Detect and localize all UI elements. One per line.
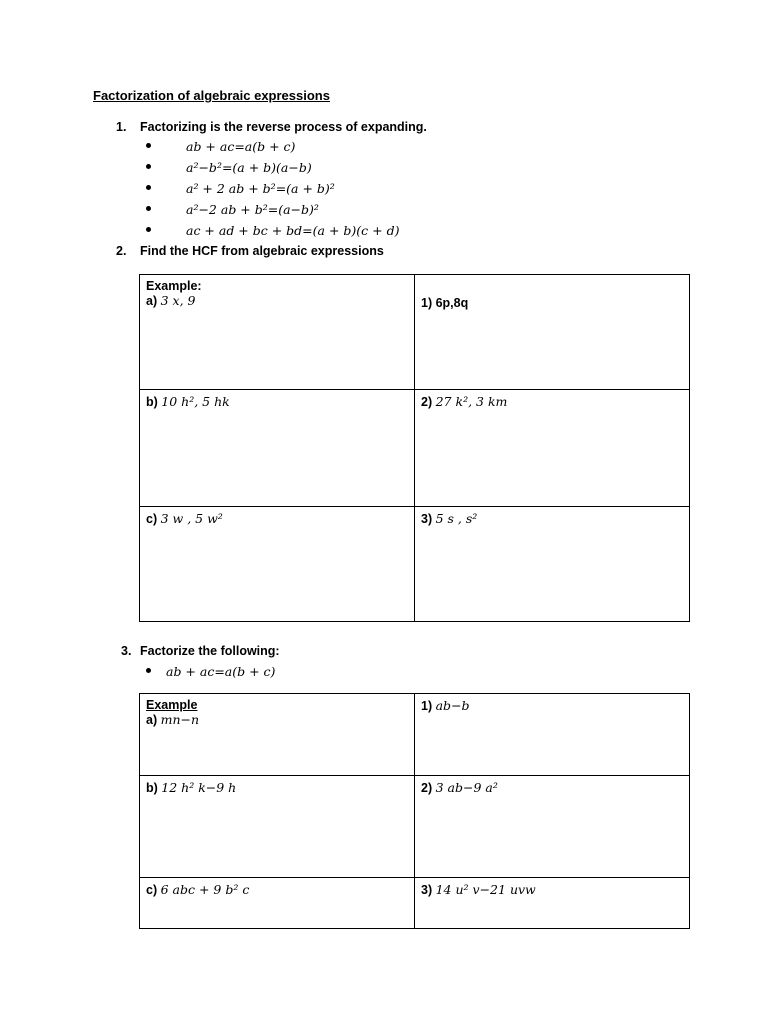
bullet-item [146, 664, 546, 682]
table-cell [415, 390, 690, 507]
bullet-dot [146, 164, 151, 169]
bullet-dot [146, 143, 151, 148]
table-row [140, 507, 690, 622]
section-2-heading [116, 244, 384, 258]
item-label: 2) [421, 395, 433, 409]
identity-expression: a²−b²=(a + b)(a−b) [186, 160, 312, 175]
table-cell [140, 776, 415, 878]
table-cell [415, 507, 690, 622]
item-label: b) [146, 395, 158, 409]
example-label: Example: [146, 279, 202, 293]
item-label: 3) [421, 512, 433, 526]
table-cell [415, 694, 690, 776]
document-title: Factorization of algebraic expressions [93, 88, 330, 103]
section-2-text: Find the HCF from algebraic expressions [140, 244, 384, 258]
table-cell [415, 878, 690, 929]
item-label: 1) [421, 699, 433, 713]
item-label: b) [146, 781, 158, 795]
item-expression: 5 s , s² [435, 511, 478, 526]
section-3-number: 3. [121, 644, 132, 658]
item-label: a) [146, 294, 158, 308]
section-3-text: Factorize the following: [140, 644, 280, 658]
item-expression: 12 h² k−9 h [161, 780, 237, 795]
table-cell [140, 507, 415, 622]
table-row [140, 694, 690, 776]
section-1-heading [116, 120, 427, 134]
table-cell [415, 776, 690, 878]
identity-expression: a² + 2 ab + b²=(a + b)² [186, 181, 335, 196]
identity-expression: ac + ad + bc + bd=(a + b)(c + d) [186, 223, 400, 238]
table-cell [140, 694, 415, 776]
table-row [140, 390, 690, 507]
factorize-table [139, 693, 690, 929]
table-cell [140, 878, 415, 929]
item-expression: 3 ab−9 a² [435, 780, 498, 795]
item-expression: 6 abc + 9 b² c [160, 882, 250, 897]
identity-expression: ab + ac=a(b + c) [186, 139, 296, 154]
table-row [140, 776, 690, 878]
table-row [140, 275, 690, 390]
item-label: a) [146, 713, 158, 727]
item-expression: 10 h², 5 hk [161, 394, 230, 409]
section-2-number: 2. [116, 244, 127, 258]
item-label: 3) [421, 883, 433, 897]
bullet-item [146, 202, 546, 220]
bullet-dot [146, 185, 151, 190]
bullet-dot [146, 206, 151, 211]
item-expression: 14 u² v−21 uvw [435, 882, 536, 897]
item-label: 2) [421, 781, 433, 795]
item-expression: ab−b [435, 698, 470, 713]
section-1-text: Factorizing is the reverse process of expanding. [140, 120, 427, 134]
item-expression: mn−n [160, 712, 200, 727]
bullet-item [146, 139, 546, 157]
item-label: c) [146, 883, 158, 897]
bullet-item [146, 160, 546, 178]
bullet-item [146, 223, 546, 241]
example-label: Example [146, 698, 198, 712]
item-label: 1) 6p,8q [421, 296, 469, 310]
bullet-dot [146, 227, 151, 232]
item-label: c) [146, 512, 158, 526]
identity-expression: ab + ac=a(b + c) [166, 664, 276, 679]
item-expression: 27 k², 3 km [435, 394, 508, 409]
item-expression: 3 x, 9 [160, 293, 196, 308]
hcf-table [139, 274, 690, 622]
item-expression: 3 w , 5 w² [160, 511, 223, 526]
bullet-dot [146, 668, 151, 673]
identity-expression: a²−2 ab + b²=(a−b)² [186, 202, 319, 217]
table-row [140, 878, 690, 929]
section-1-number: 1. [116, 120, 127, 134]
table-cell [415, 275, 690, 390]
table-cell [140, 275, 415, 390]
table-cell [140, 390, 415, 507]
section-3-heading [121, 644, 280, 658]
bullet-item [146, 181, 546, 199]
